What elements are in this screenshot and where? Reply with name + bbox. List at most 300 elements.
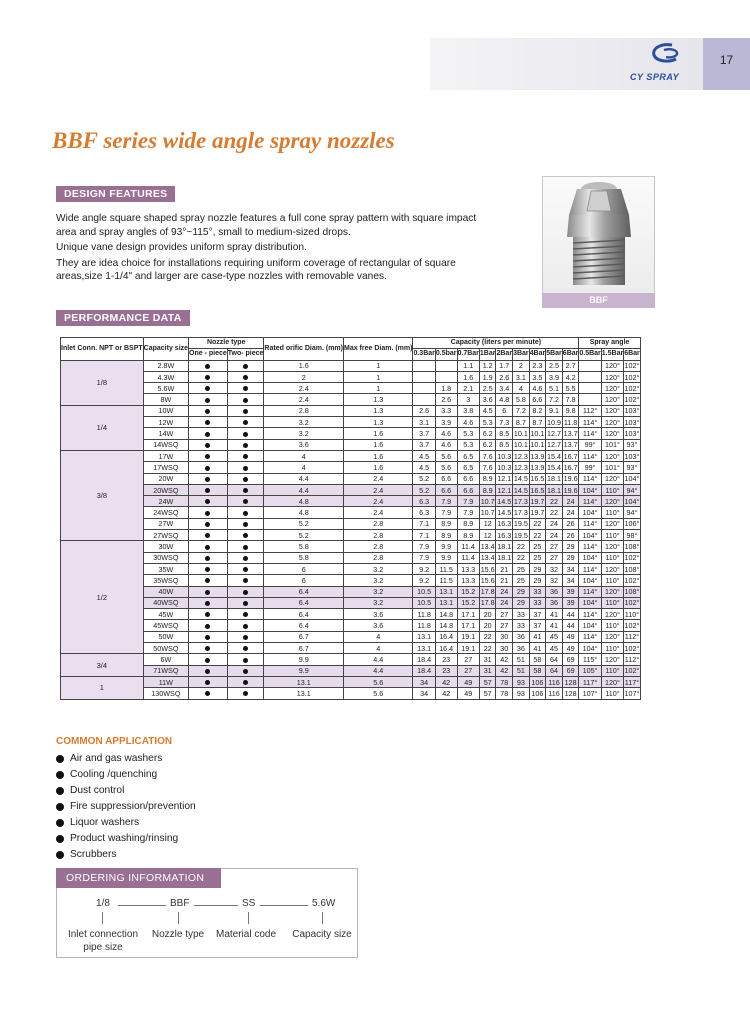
bullet-icon <box>205 511 210 516</box>
capacity-cell: 13.1 <box>413 643 435 654</box>
rated-diam-cell: 6.7 <box>264 643 344 654</box>
spray-angle-cell <box>579 394 601 405</box>
bullet-icon <box>205 635 210 640</box>
spray-angle-cell: 120° <box>601 371 623 382</box>
bullet-icon <box>205 601 210 606</box>
inlet-cell: 1/8 <box>61 360 144 405</box>
capacity-cell: 19.6 <box>563 485 578 495</box>
capacity-cell: 27 <box>546 541 563 552</box>
nozzle-type-cell <box>189 688 228 699</box>
capacity-cell: 7.6 <box>479 450 496 461</box>
nozzle-type-cell <box>227 586 264 597</box>
ordering-heading: ORDERING INFORMATION <box>56 868 221 888</box>
nozzle-type-cell <box>189 417 228 428</box>
rated-diam-cell: 6.4 <box>264 597 344 608</box>
capacity-cell: 13.4 <box>480 553 495 563</box>
table-row <box>61 450 641 461</box>
capacity-cell: 13.9 <box>530 462 545 472</box>
rated-diam-cell: 4.4 <box>264 484 344 495</box>
bullet-icon <box>205 488 210 493</box>
nozzle-type-cell <box>227 484 264 495</box>
spray-angle-cell: 120° <box>601 428 623 439</box>
capacity-cell: 36 <box>546 597 563 608</box>
rated-diam-cell: 4 <box>264 450 344 461</box>
capacity-cell: 11.4 <box>457 552 479 563</box>
bullet-icon <box>56 771 64 779</box>
capacity-cell: 16.3 <box>497 519 512 529</box>
rated-diam-cell: 2 <box>264 371 344 382</box>
th-pressure: 5Bar <box>546 349 563 360</box>
rated-diam-cell: 4.4 <box>264 473 344 484</box>
capacity-cell: 6.2 <box>479 428 496 439</box>
bullet-icon <box>243 669 248 674</box>
table-row <box>61 620 641 631</box>
application-item <box>56 767 196 783</box>
capacity-cell: 7.3 <box>496 417 513 428</box>
capacity-cell: 3.7 <box>413 439 435 450</box>
capacity-cell: 5.5 <box>562 383 579 394</box>
capacity-cell: 13.7 <box>563 429 578 439</box>
capacity-size-cell: 130WSQ <box>143 688 188 699</box>
capacity-size-cell: 50W <box>143 631 188 642</box>
th-one-piece: One - piece <box>189 349 228 360</box>
capacity-cell: 3.7 <box>413 428 435 439</box>
capacity-size-cell: 24WSQ <box>143 507 188 518</box>
capacity-cell: 5.6 <box>435 462 457 473</box>
spray-angle-cell: 104° <box>579 620 601 631</box>
capacity-cell: 2 <box>513 360 530 371</box>
capacity-cell: 41 <box>529 631 546 642</box>
nozzle-type-cell <box>227 394 264 405</box>
capacity-cell: 10.1 <box>513 429 528 439</box>
design-paragraph: Unique vane design provides uniform spray distribution. <box>56 242 307 254</box>
table-row <box>61 643 641 654</box>
capacity-cell: 10.9 <box>547 417 561 427</box>
spray-angle-cell: 112° <box>624 632 640 642</box>
capacity-cell: 11.8 <box>413 620 435 631</box>
nozzle-type-cell <box>189 631 228 642</box>
table-row <box>61 496 641 507</box>
capacity-cell: 25 <box>513 575 530 586</box>
capacity-cell <box>413 371 435 382</box>
capacity-cell: 4.6 <box>435 439 457 450</box>
capacity-cell: 64 <box>546 665 563 676</box>
capacity-cell: 26 <box>562 530 579 541</box>
capacity-cell: 44 <box>562 620 579 631</box>
table-row <box>61 383 641 394</box>
rated-diam-cell: 2.4 <box>264 394 344 405</box>
table-row <box>61 575 641 586</box>
capacity-cell: 24 <box>496 586 513 597</box>
nozzle-type-cell <box>189 530 228 541</box>
nozzle-type-cell <box>227 631 264 642</box>
capacity-cell: 10.7 <box>480 508 495 518</box>
capacity-cell: 10.5 <box>413 586 435 597</box>
bullet-icon <box>205 556 210 561</box>
capacity-cell <box>413 383 435 394</box>
spray-angle-cell: 108° <box>624 541 640 551</box>
bullet-icon <box>243 499 248 504</box>
capacity-cell: 33 <box>513 620 530 631</box>
capacity-cell: 49 <box>457 688 479 699</box>
rated-diam-cell: 13.1 <box>264 676 344 687</box>
capacity-cell: 7.6 <box>479 462 496 473</box>
max-free-diam-cell: 1 <box>344 360 413 371</box>
capacity-cell: 21 <box>496 563 513 574</box>
capacity-size-cell: 71WSQ <box>143 665 188 676</box>
spray-angle-cell: 114° <box>579 631 601 642</box>
capacity-cell: 22 <box>513 552 530 563</box>
capacity-cell: 18.1 <box>497 541 512 551</box>
capacity-cell: 4.6 <box>529 383 546 394</box>
spray-angle-cell: 112° <box>624 654 640 664</box>
bullet-icon <box>205 624 210 629</box>
bullet-icon <box>205 364 210 369</box>
nozzle-type-cell <box>189 541 228 552</box>
capacity-cell: 3.8 <box>457 405 479 416</box>
rated-diam-cell: 1.6 <box>264 360 344 371</box>
spray-angle-cell: 93° <box>624 462 641 473</box>
spray-angle-cell: 110° <box>601 597 623 608</box>
page-title: BBF series wide angle spray nozzles <box>52 128 395 153</box>
bullet-icon <box>205 466 210 471</box>
order-code-material: SS <box>242 898 256 909</box>
capacity-size-cell: 4.3W <box>143 371 188 382</box>
th-pressure: 2Bar <box>496 349 513 360</box>
bullet-icon <box>243 420 248 425</box>
inlet-cell: 1/2 <box>61 541 144 654</box>
spray-angle-cell: 104° <box>579 507 601 518</box>
bullet-icon <box>205 454 210 459</box>
spray-angle-cell: 114° <box>579 473 601 484</box>
max-free-diam-cell: 1.3 <box>344 417 413 428</box>
capacity-cell: 2.3 <box>529 360 546 371</box>
th-angle-pressure: 1.5Bar <box>601 349 623 360</box>
application-list <box>56 751 196 863</box>
capacity-cell: 18.4 <box>413 654 435 665</box>
capacity-cell: 19.1 <box>457 643 479 654</box>
spray-angle-cell <box>579 360 601 371</box>
capacity-cell: 7.2 <box>546 394 563 405</box>
spray-angle-cell: 114° <box>579 586 601 597</box>
order-connector <box>260 905 308 906</box>
spray-angle-cell: 107° <box>624 688 640 698</box>
order-tick <box>248 912 249 924</box>
capacity-cell: 6.3 <box>413 507 435 518</box>
capacity-cell: 5.1 <box>546 383 563 394</box>
order-tick <box>102 912 103 924</box>
capacity-cell: 78 <box>496 676 513 687</box>
spray-angle-cell: 110° <box>601 575 623 586</box>
capacity-cell: 16.3 <box>497 530 512 540</box>
spray-angle-cell: 102° <box>624 395 640 405</box>
table-row <box>61 665 641 676</box>
rated-diam-cell: 9.9 <box>264 665 344 676</box>
capacity-cell: 7.1 <box>413 518 435 529</box>
max-free-diam-cell: 3.2 <box>344 586 413 597</box>
spray-angle-cell: 108° <box>624 587 640 597</box>
bullet-icon <box>243 432 248 437</box>
capacity-cell: 42 <box>496 654 513 665</box>
nozzle-type-cell <box>227 405 264 416</box>
capacity-cell: 5.8 <box>513 394 530 405</box>
capacity-cell: 27 <box>496 609 513 620</box>
capacity-cell: 10.1 <box>530 429 545 439</box>
capacity-cell: 1.8 <box>435 383 457 394</box>
nozzle-type-cell <box>227 383 264 394</box>
capacity-size-cell: 20WSQ <box>143 484 188 495</box>
order-code-type: BBF <box>170 898 190 909</box>
capacity-cell: 29 <box>562 541 579 552</box>
capacity-cell: 128 <box>562 676 579 687</box>
spray-angle-cell: 108° <box>624 564 640 574</box>
capacity-cell: 9.1 <box>546 405 563 416</box>
capacity-size-cell: 5.6W <box>143 383 188 394</box>
th-inlet: Inlet Conn. NPT or BSPT <box>61 338 144 361</box>
spray-angle-cell: 112° <box>579 405 601 416</box>
max-free-diam-cell: 2.8 <box>344 530 413 541</box>
bullet-icon <box>205 567 210 572</box>
capacity-cell: 7.2 <box>513 405 530 416</box>
spray-angle-cell: 120° <box>601 631 623 642</box>
capacity-cell: 12.3 <box>513 451 528 461</box>
bullet-icon <box>205 691 210 696</box>
capacity-cell: 6.3 <box>413 496 435 507</box>
rated-diam-cell: 6.4 <box>264 620 344 631</box>
spray-angle-cell: 120° <box>601 473 623 484</box>
capacity-cell: 8.7 <box>529 417 546 428</box>
capacity-cell: 6.6 <box>457 484 479 495</box>
max-free-diam-cell: 3.6 <box>344 620 413 631</box>
capacity-cell: 16.4 <box>435 631 457 642</box>
application-label: Fire suppression/prevention <box>70 801 196 812</box>
rated-diam-cell: 6 <box>264 575 344 586</box>
capacity-cell: 12.3 <box>513 462 528 472</box>
capacity-cell: 9.9 <box>435 541 457 552</box>
capacity-cell: 33 <box>529 597 546 608</box>
capacity-cell: 37 <box>529 620 546 631</box>
bullet-icon <box>243 511 248 516</box>
spray-angle-cell: 114° <box>579 450 601 461</box>
capacity-cell: 2.6 <box>435 394 457 405</box>
nozzle-type-cell <box>189 496 228 507</box>
bullet-icon <box>243 386 248 391</box>
spray-angle-cell: 110° <box>601 484 623 495</box>
spray-angle-cell: 94° <box>624 484 641 495</box>
rated-diam-cell: 4.8 <box>264 496 344 507</box>
spray-angle-cell: 102° <box>624 372 640 382</box>
capacity-cell: 3.4 <box>496 383 513 394</box>
capacity-cell: 22 <box>529 530 546 541</box>
capacity-cell: 9.2 <box>413 575 435 586</box>
capacity-cell: 18.1 <box>497 553 512 563</box>
capacity-size-cell: 10W <box>143 405 188 416</box>
order-connector <box>118 905 166 906</box>
capacity-cell: 20 <box>479 609 496 620</box>
rated-diam-cell: 6 <box>264 563 344 574</box>
max-free-diam-cell: 1.3 <box>344 405 413 416</box>
capacity-cell: 9.9 <box>435 552 457 563</box>
bullet-icon <box>243 522 248 527</box>
spray-angle-cell: 103° <box>624 406 640 416</box>
capacity-cell: 13.1 <box>413 631 435 642</box>
nozzle-type-cell <box>227 360 264 371</box>
max-free-diam-cell: 1.6 <box>344 439 413 450</box>
capacity-cell: 41 <box>529 643 546 654</box>
capacity-cell: 42 <box>435 676 457 687</box>
nozzle-type-cell <box>227 530 264 541</box>
nozzle-type-cell <box>189 360 228 371</box>
bullet-icon <box>205 375 210 380</box>
capacity-cell <box>413 394 435 405</box>
capacity-cell: 34 <box>562 575 579 586</box>
capacity-cell: 1.6 <box>457 371 479 382</box>
capacity-cell: 14.8 <box>435 620 457 631</box>
table-row <box>61 530 641 541</box>
bullet-icon <box>243 488 248 493</box>
capacity-cell: 7.9 <box>457 507 479 518</box>
order-connector <box>194 905 238 906</box>
bullet-icon <box>243 364 248 369</box>
bullet-icon <box>205 680 210 685</box>
capacity-cell: 64 <box>546 654 563 665</box>
capacity-cell: 8.5 <box>496 428 513 439</box>
capacity-cell: 19.5 <box>513 530 528 540</box>
capacity-cell: 19.1 <box>457 631 479 642</box>
capacity-cell: 23 <box>435 654 457 665</box>
spray-angle-cell: 102° <box>624 643 640 653</box>
bullet-icon <box>205 499 210 504</box>
bullet-icon <box>205 646 210 651</box>
spray-angle-cell: 102° <box>624 383 640 393</box>
rated-diam-cell: 3.2 <box>264 428 344 439</box>
capacity-cell: 32 <box>546 563 563 574</box>
capacity-cell: 128 <box>562 688 579 699</box>
capacity-cell: 8.9 <box>479 484 496 495</box>
max-free-diam-cell: 1.6 <box>344 450 413 461</box>
capacity-cell: 11.8 <box>413 609 435 620</box>
capacity-cell: 18.1 <box>547 474 561 484</box>
capacity-cell: 14.5 <box>497 508 512 518</box>
spray-angle-cell: 114° <box>579 541 601 552</box>
nozzle-type-cell <box>189 597 228 608</box>
bullet-icon <box>205 432 210 437</box>
capacity-cell: 24 <box>562 496 579 507</box>
th-capacity-group: Capacity (liters per minute) <box>413 338 579 349</box>
nozzle-type-cell <box>189 473 228 484</box>
spray-angle-cell: 110° <box>601 530 623 541</box>
spray-angle-cell: 104° <box>579 575 601 586</box>
capacity-cell: 19.7 <box>530 508 545 518</box>
capacity-cell: 8.9 <box>435 518 457 529</box>
capacity-cell: 37 <box>529 609 546 620</box>
capacity-cell: 49 <box>457 676 479 687</box>
max-free-diam-cell: 5.6 <box>344 688 413 699</box>
table-row <box>61 631 641 642</box>
spray-angle-cell: 120° <box>601 609 623 620</box>
capacity-cell: 57 <box>479 688 496 699</box>
capacity-size-cell: 24W <box>143 496 188 507</box>
spray-angle-cell: 110° <box>601 643 623 654</box>
capacity-cell: 29 <box>513 597 530 608</box>
spray-angle-cell: 102° <box>624 598 640 608</box>
rated-diam-cell: 2.8 <box>264 405 344 416</box>
capacity-cell: 29 <box>529 575 546 586</box>
capacity-cell: 6.5 <box>457 462 479 473</box>
max-free-diam-cell: 1.6 <box>344 462 413 473</box>
spray-angle-cell: 110° <box>624 609 640 619</box>
th-rated-diam: Rated orific Diam. (mm) <box>264 338 344 361</box>
nozzle-type-cell <box>227 688 264 699</box>
bullet-icon <box>243 646 248 651</box>
table-row <box>61 473 641 484</box>
spray-angle-cell: 103° <box>624 429 640 439</box>
spray-angle-cell: 114° <box>579 428 601 439</box>
table-row <box>61 597 641 608</box>
capacity-cell: 17.3 <box>513 508 528 518</box>
order-label-material: Material code <box>215 929 277 940</box>
order-label-type: Nozzle type <box>151 929 205 940</box>
capacity-cell: 17.3 <box>513 496 528 506</box>
capacity-cell <box>413 360 435 371</box>
capacity-cell: 3.9 <box>435 417 457 428</box>
capacity-cell: 2.5 <box>479 383 496 394</box>
spray-angle-cell <box>579 383 601 394</box>
spray-angle-cell: 104° <box>579 484 601 495</box>
th-angle-pressure: 6Bar <box>624 349 641 360</box>
nozzle-type-cell <box>227 473 264 484</box>
capacity-cell: 27 <box>457 654 479 665</box>
max-free-diam-cell: 3.2 <box>344 563 413 574</box>
nozzle-type-cell <box>189 462 228 473</box>
max-free-diam-cell: 4 <box>344 643 413 654</box>
spray-angle-cell: 114° <box>579 609 601 620</box>
capacity-cell: 27 <box>496 620 513 631</box>
capacity-cell: 78 <box>496 688 513 699</box>
nozzle-type-cell <box>227 439 264 450</box>
bullet-icon <box>243 601 248 606</box>
design-paragraph: Wide angle square shaped spray nozzle features a full cone spray pattern with square impact area and spray angles of 93°~115°, small to medium-sized drops. <box>56 213 477 238</box>
nozzle-type-cell <box>227 541 264 552</box>
bullet-icon <box>205 545 210 550</box>
nozzle-type-cell <box>227 518 264 529</box>
capacity-cell: 4.5 <box>413 450 435 461</box>
spray-angle-cell: 104° <box>579 530 601 541</box>
spray-angle-cell: 110° <box>601 688 623 699</box>
spray-angle-cell: 110° <box>601 507 623 518</box>
capacity-cell: 116 <box>546 676 563 687</box>
capacity-cell: 34 <box>413 688 435 699</box>
bullet-icon <box>56 787 64 795</box>
rated-diam-cell: 3.2 <box>264 417 344 428</box>
table-row <box>61 586 641 597</box>
application-item <box>56 815 196 831</box>
capacity-cell: 7.9 <box>435 496 457 507</box>
nozzle-type-cell <box>227 507 264 518</box>
table-row <box>61 609 641 620</box>
capacity-cell: 9.2 <box>413 563 435 574</box>
capacity-cell: 12.1 <box>497 485 512 495</box>
bullet-icon <box>243 567 248 572</box>
capacity-cell: 106 <box>529 676 546 687</box>
bullet-icon <box>243 533 248 538</box>
capacity-cell: 25 <box>529 541 546 552</box>
capacity-cell: 5.6 <box>435 450 457 461</box>
capacity-cell: 18.4 <box>413 665 435 676</box>
capacity-cell: 10.7 <box>480 496 495 506</box>
nozzle-type-cell <box>189 563 228 574</box>
capacity-cell: 8.5 <box>496 439 513 450</box>
